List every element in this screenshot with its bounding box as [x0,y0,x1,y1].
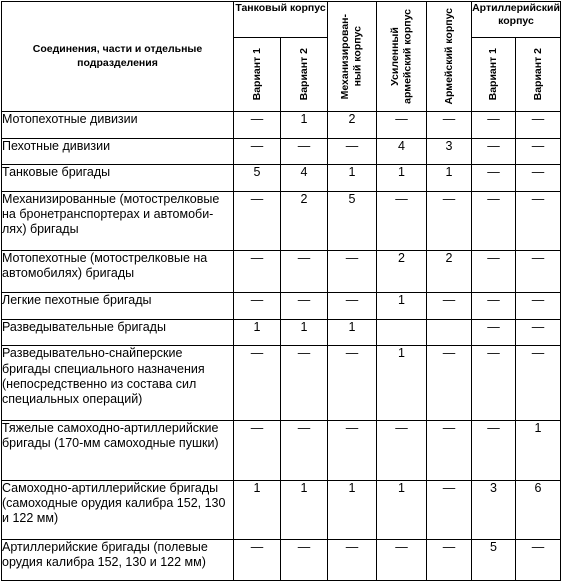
value-cell: 5 [472,539,516,580]
value-cell: — [427,539,472,580]
value-cell: 4 [281,165,328,192]
value-cell: — [427,112,472,139]
value-cell: — [328,251,377,293]
value-cell: 5 [328,191,377,250]
value-cell: 1 [328,480,377,539]
value-cell: — [516,165,561,192]
unit-name-cell: Пехотные дивизии [2,138,234,165]
table-row [2,138,561,165]
value-cell: — [427,480,472,539]
header-mechanized-corps: Механизирован- ный корпус [328,2,377,112]
value-cell: — [328,293,377,320]
value-cell: 6 [516,480,561,539]
value-cell: 2 [377,251,427,293]
value-cell: — [516,293,561,320]
value-cell: — [281,138,328,165]
value-cell: — [281,251,328,293]
value-cell: 1 [234,319,281,346]
value-cell: — [516,319,561,346]
value-cell: — [281,421,328,480]
value-cell: — [281,293,328,320]
value-cell: 2 [427,251,472,293]
value-cell: — [472,346,516,421]
value-cell: 1 [377,293,427,320]
value-cell: — [472,421,516,480]
value-cell: 4 [377,138,427,165]
table-row [2,191,561,250]
table-body [2,112,561,581]
value-cell: — [472,293,516,320]
value-cell: 1 [234,480,281,539]
header-tank-corps: Танковый корпус [234,2,328,38]
value-cell: — [328,138,377,165]
value-cell: — [516,112,561,139]
unit-name-cell: Разведывательно-снайперские бригады специального назначения (непосредственно из состава сил специальных операций) [2,346,234,421]
value-cell: 1 [281,319,328,346]
value-cell: — [427,191,472,250]
value-cell: — [516,138,561,165]
value-cell: — [234,539,281,580]
value-cell: 1 [377,346,427,421]
table-row [2,480,561,539]
value-cell: 2 [328,112,377,139]
value-cell: — [516,346,561,421]
value-cell: — [427,346,472,421]
value-cell: — [377,539,427,580]
value-cell: 1 [377,165,427,192]
table-row [2,539,561,580]
value-cell: — [328,346,377,421]
value-cell: — [328,421,377,480]
value-cell: — [472,165,516,192]
value-cell: — [427,421,472,480]
organization-table [1,1,561,581]
table-row [2,319,561,346]
value-cell: — [516,539,561,580]
value-cell: 5 [234,165,281,192]
header-artillery-variant-2: Вариант 2 [516,38,561,112]
unit-name-cell: Легкие пехотные бригады [2,293,234,320]
value-cell: 1 [427,165,472,192]
value-cell: 1 [516,421,561,480]
header-artillery-variant-1: Вариант 1 [472,38,516,112]
value-cell: — [234,251,281,293]
table-row [2,251,561,293]
value-cell: 1 [377,480,427,539]
value-cell: — [281,346,328,421]
unit-name-cell: Танковые бригады [2,165,234,192]
unit-name-cell: Тяжелые самоходно-артиллерийские бригады (170-мм самоходные пушки) [2,421,234,480]
table-row [2,165,561,192]
table-row [2,112,561,139]
value-cell: — [234,191,281,250]
header-reinforced-army-corps: Усиленный армейский корпус [377,2,427,112]
value-cell: — [377,421,427,480]
value-cell: — [472,251,516,293]
value-cell: — [472,191,516,250]
value-cell [427,319,472,346]
value-cell: 3 [472,480,516,539]
value-cell: 2 [281,191,328,250]
value-cell: — [234,421,281,480]
value-cell: — [427,293,472,320]
unit-name-cell: Разведывательные бригады [2,319,234,346]
value-cell: — [281,539,328,580]
value-cell [377,319,427,346]
table-row [2,421,561,480]
value-cell: — [472,319,516,346]
header-army-corps: Армейский корпус [427,2,472,112]
value-cell: — [234,112,281,139]
value-cell: 3 [427,138,472,165]
unit-name-cell: Мотопехотные (мотострелковые на автомобилях) бригады [2,251,234,293]
header-artillery-corps: Артиллерийский корпус [472,2,561,38]
value-cell: — [234,293,281,320]
header-tank-variant-1: Вариант 1 [234,38,281,112]
table-row [2,346,561,421]
value-cell: — [516,191,561,250]
value-cell: — [516,251,561,293]
value-cell: 1 [328,319,377,346]
value-cell: — [377,191,427,250]
value-cell: — [472,112,516,139]
table-row [2,293,561,320]
value-cell: 1 [281,112,328,139]
value-cell: — [328,539,377,580]
unit-name-cell: Самоходно-артиллерийские бригады (самоходные орудия калибра 152, 130 и 122 мм) [2,480,234,539]
header-units: Соединения, части и отдельные подразделения [2,2,234,112]
value-cell: — [234,346,281,421]
value-cell: 1 [328,165,377,192]
header-tank-variant-2: Вариант 2 [281,38,328,112]
value-cell: 1 [281,480,328,539]
unit-name-cell: Мотопехотные дивизии [2,112,234,139]
value-cell: — [234,138,281,165]
unit-name-cell: Механизированные (мотострелковые на бронетранспортерах и автомоби-лях) бригады [2,191,234,250]
value-cell: — [377,112,427,139]
unit-name-cell: Артиллерийские бригады (полевые орудия калибра 152, 130 и 122 мм) [2,539,234,580]
value-cell: — [472,138,516,165]
